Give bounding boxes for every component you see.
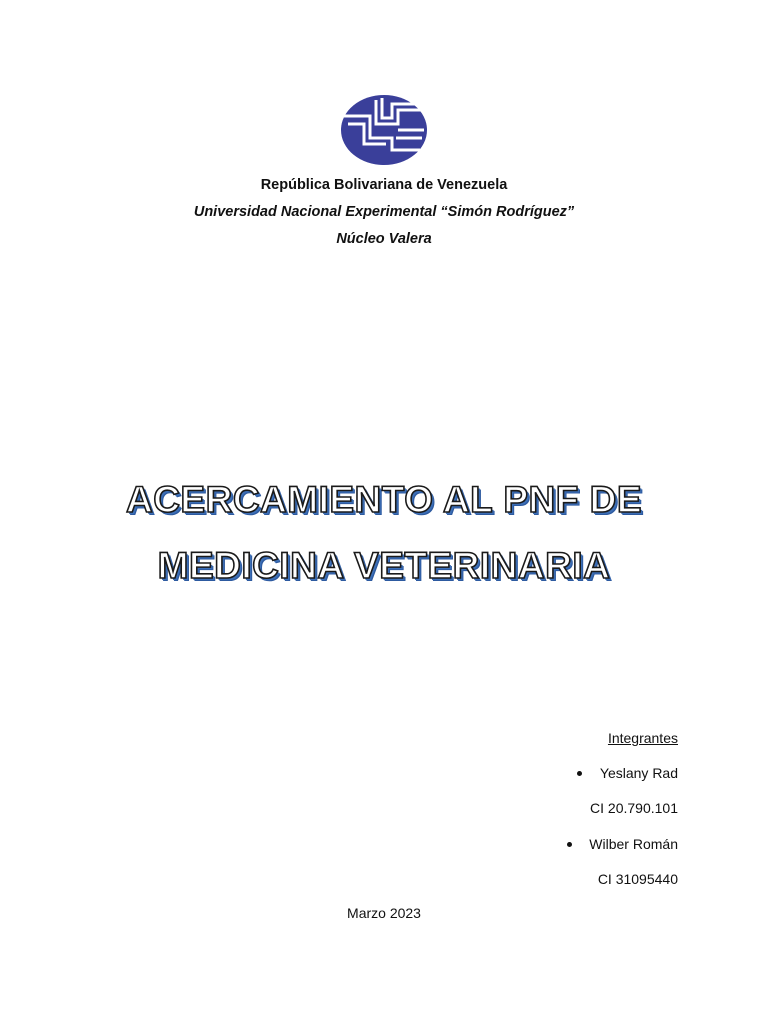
- bullet-icon: [567, 842, 572, 847]
- member-ci: CI 31095440: [597, 871, 678, 887]
- country-name: República Bolivariana de Venezuela: [260, 177, 508, 193]
- document-title-line-1: ACERCAMIENTO AL PNF DE: [125, 479, 642, 520]
- member-ci: CI 20.790.101: [590, 800, 678, 816]
- unesr-logo-icon: [340, 94, 428, 166]
- document-title-line-2: MEDICINA VETERINARIA: [157, 545, 611, 586]
- document-date: Marzo 2023: [347, 905, 421, 921]
- university-name: Universidad Nacional Experimental “Simón Rodríguez”: [193, 204, 575, 220]
- campus-name: Núcleo Valera: [336, 231, 432, 247]
- member-name: Wilber Román: [589, 836, 678, 852]
- member-name: Yeslany Rad: [599, 765, 678, 781]
- bullet-icon: [577, 771, 582, 776]
- members-heading: Integrantes: [607, 730, 678, 746]
